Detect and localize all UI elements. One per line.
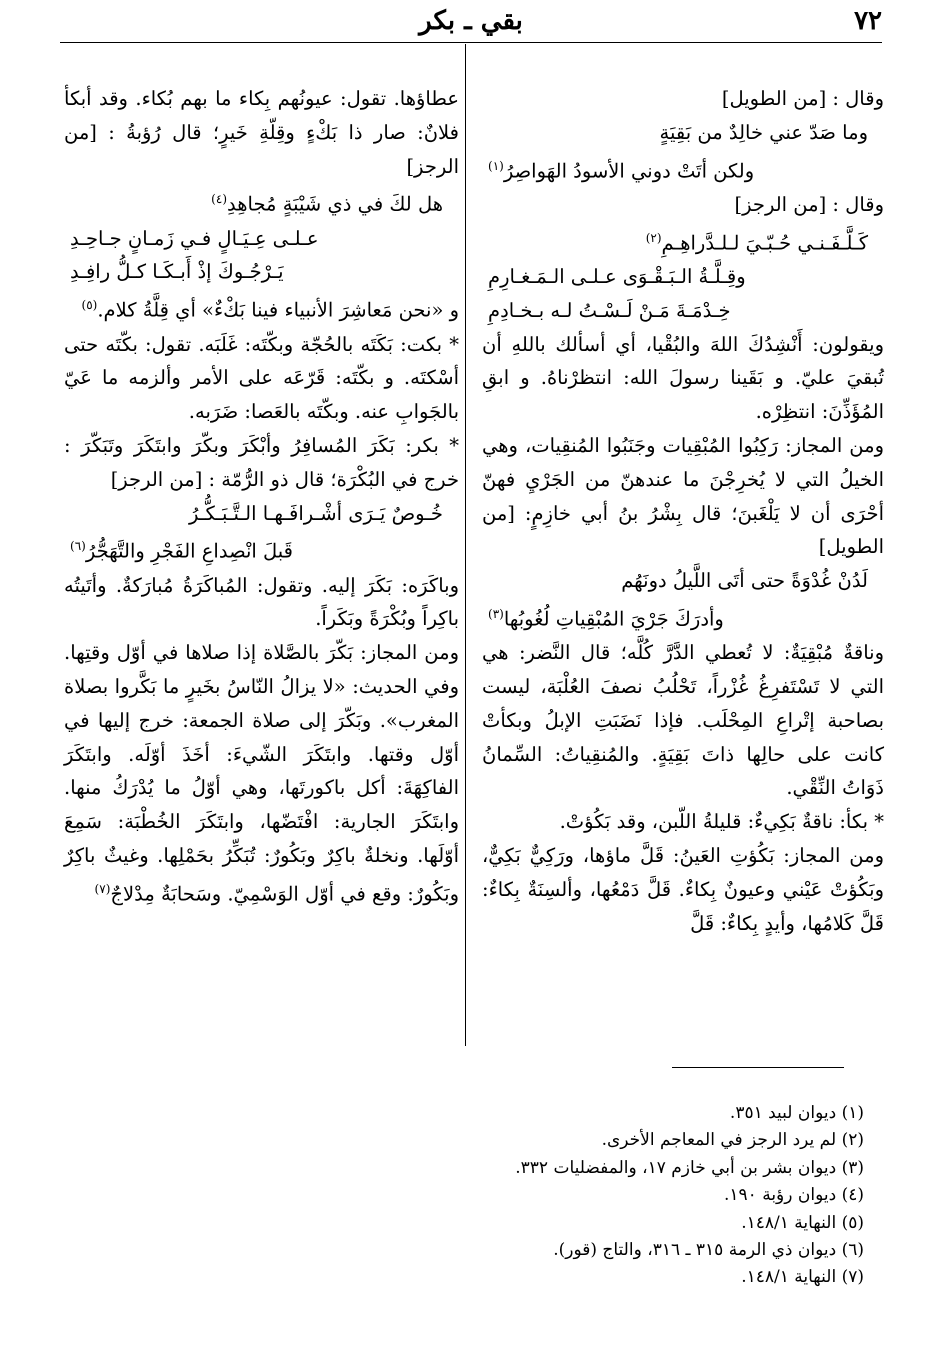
verse-line: يَـرْجُـوكَ إذْ أَبـكَـا كـلُّ رافِـدِ: [70, 260, 284, 284]
footnote: (١) ديوان لبيد ٣٥١.: [729, 1103, 864, 1123]
poem-intro-1: وقال : [من الطويل]: [721, 87, 884, 110]
verse-line: لَدُنْ غُدْوَةً حتى أتَى اللَّيلُ دونَهُم: [621, 569, 868, 593]
entry-bkt: * بكت: بَكَتَه بالحُجّة وبكّتَه: غَلَبَه. تقول: بكّتَه حتى أسْكتَه. و بكّتَه: قَرّعَه على الأمر وألزمه ما عَيّ بالجَوابِ عنه. وبكّتَه بالعَصا: ضَرَبه.: [64, 332, 459, 424]
paragraph: ومن المجاز: رَكِبُوا المُبْقِيات وجَنَبُوا المُنقِيات، وهي الخيلُ التي لا يُخرِجْنَ ما عندهنّ من الجَرْيِ فهنّ أحْرَى أن لا يَلْغَبنَ؛ قال بِشْرُ بنُ أبي خازِمٍ: [من الطويل]: [482, 433, 884, 559]
paragraph-text: ومن المجاز: بَكّرَ بالصَّلاة إذا صلاها في أوّل وقتِها. وفي الحديث: «لا يزالُ النّاسُ بخَيرٍ ما بَكَّروا بصلاة المغرب». وبَكّرَ إلى صلاة الجمعة: خرج إليها في أوّل وقتها. وابتَكَرَ الشّيءَ: أخَذَ أوّلَه. وابتَكَرَ الفاكِهَةَ: أكل باكورتَها، وهي أوّلُ ما يُدْرَكُ منها. وابتَكَرَ الجارية: افْتَضّها، وابتَكَرَ الخُطْبَة: سَمِعَ أوّلَها. ونخلةٌ باكِرٌ وبَكُورٌ: تُبَكِّرُ بحَمْلِها. وغيثٌ باكِرٌ وبَكُورٌ: وقع في أوّل الوَسْمِيّ. وسَحابَةٌ مِدْلاجٌ: [64, 641, 459, 906]
footnote: (٦) ديوان ذي الرمة ٣١٥ ـ ٣١٦، والتاج (قور).: [553, 1240, 864, 1261]
header-rule: [60, 42, 882, 43]
poem-intro-2: [482, 188, 884, 222]
footnote: (٣) ديوان بشر بن أبي خازم ١٧، والمفضليات ٣٣٢.: [515, 1157, 864, 1178]
paragraph: وناقةٌ مُبْقِيَةٌ: لا تُعطي الدَّرَّ كُلَّه؛ قال النَّضر: هي التي لا تَسْتَفرِغُ غُزْراً، تَحْلُبُ نصفَ العُلْبَة، ليست بصاحبة إتْراعِ المِحْلَب. فإذا نَضَبَتِ الإبلُ وبكأتْ كانت على حالِها ذاتَ بَقِيَةٍ. والمُنقِياتُ: السِّمانُ ذَوَاتُ النِّقْي.: [482, 641, 884, 800]
verse-text: هل لكَ في ذي شَيْبَةٍ مُجاهِدِ: [227, 192, 443, 216]
footnote: (٢) لم يرد الرجز في المعاجم الأخرى.: [601, 1130, 864, 1151]
footnote: (٧) النهاية ١٤٨/١.: [741, 1267, 864, 1288]
verse-line: [482, 598, 884, 636]
running-title: بقي ـ بكر: [419, 6, 523, 36]
page-header: [60, 6, 882, 40]
footnote-mark: (٢): [645, 230, 662, 245]
paragraph-text: و «نحن مَعاشِرَ الأنبياء فينا بَكْءٌ» أي قِلَّةُ كلام.: [97, 298, 459, 322]
paragraph: ومن المجاز: بَكُؤتِ العَينُ: قَلَّ ماؤها، ورَكِيٌّ بَكِيٌّ، وبَكُؤتْ عَيْني وعيونٌ بِكاءٌ. قَلَّ دَمْعُها، وألسِنَةٌ بِكاءٌ: قَلَّ كَلامُها، وأيدٍ بِكاءٌ: قَلَّ: [482, 844, 884, 935]
footnote-rule: [672, 1067, 844, 1068]
footnote: (٤) ديوان رؤبة ١٩٠.: [724, 1185, 864, 1206]
footnote-mark: (٦): [70, 539, 86, 554]
verse-line: [64, 183, 459, 221]
paragraph: [64, 289, 459, 327]
entry-bkr: * بكر: بَكَرَ المُسافِرُ وأبْكَرَ وبكّرَ وابتَكَرَ وتَبَكّرَ : خرج في البُكْرَة؛ قال ذو الرُّمّة : [من الرجز]: [64, 433, 459, 491]
paragraph: عطاؤها. تقول: عيونُهم بِكاء ما بهم بُكاء. وقد أبكأ فلانٌ: صار ذا بَكْءٍ وقِلّةِ خَيرٍ؛ قال رُؤبةُ : [من الرجز]: [64, 87, 459, 178]
left-column: [64, 82, 459, 911]
verse-line: خُـوصٌ يَـرَى أشْـرافَـهـا الـتَّـبَـكُّـرُ: [188, 501, 443, 525]
footnote-mark: (٣): [488, 606, 504, 621]
paragraph: [64, 636, 459, 911]
verse-text: قَبلَ انْصِداعِ الفَجْرِ والتَّهَجُّرُ: [85, 539, 294, 563]
footnote-mark: (٤): [211, 192, 227, 207]
right-column: [482, 82, 884, 940]
verse-line: وقِـلَّـةُ الـبَـقْـوَى عـلـى الـمَـغـارِمِ: [488, 264, 746, 288]
verse-text: وأدرَكَ جَرْيَ المُبْقِياتِ لُغُوبُها: [503, 607, 724, 631]
verse-line: خِـدْمَـةَ مَـنْ لَـسْـتُ لـه بـخـادِمِ: [488, 298, 731, 322]
verse-line: عـلـى عِـيَـالٍ فـي زَمـانٍ جـاحِـدِ: [70, 226, 319, 250]
verse-line: [482, 222, 884, 260]
page-number: ٧٢: [854, 6, 882, 36]
paragraph: ويقولون: أَنْشِدُكَ اللهَ والبُقْيا، أي أسألك باللهِ أن تُبقيَ عليّ. و بَقَينا رسولَ الله: انتظرْناهُ. و ابقِ المُؤَذِّنَ: انتظِرْه.: [482, 332, 884, 424]
footnotes: [515, 1100, 864, 1292]
verse-text: ولكن أتَتْ دوني الأسودُ الهَواصِرُ: [503, 159, 755, 183]
entry-bka: * بكأ: ناقةٌ بَكِيءٌ: قليلةُ اللّبن، وقد بَكُؤتْ.: [559, 810, 884, 834]
verse-text: كَـلَّـفَـنـي حُـبّـيَ لـلـدَّراهِـمِ: [661, 231, 868, 255]
footnote-mark: (٥): [81, 298, 98, 313]
footnote-mark: (٧): [94, 881, 111, 896]
column-divider: [465, 44, 466, 1046]
footnote-mark: (١): [488, 158, 504, 173]
verse-line: [482, 150, 884, 188]
verse-line: وما صَدّ عني خالِدٌ من بَقِيَةٍ: [659, 120, 868, 144]
paragraph: وباكَرَه: بَكَرَ إليه. وتقول: المُباكَرَةُ مُبارَكةٌ. وأتَيتُه باكِراً وبُكْرَةً وبَكَراً.: [64, 573, 459, 631]
footnote: (٥) النهاية ١٤٨/١.: [741, 1212, 864, 1233]
verse-line: [64, 530, 459, 568]
verse-intro-text: وقال : [من الرجز]: [734, 192, 884, 216]
